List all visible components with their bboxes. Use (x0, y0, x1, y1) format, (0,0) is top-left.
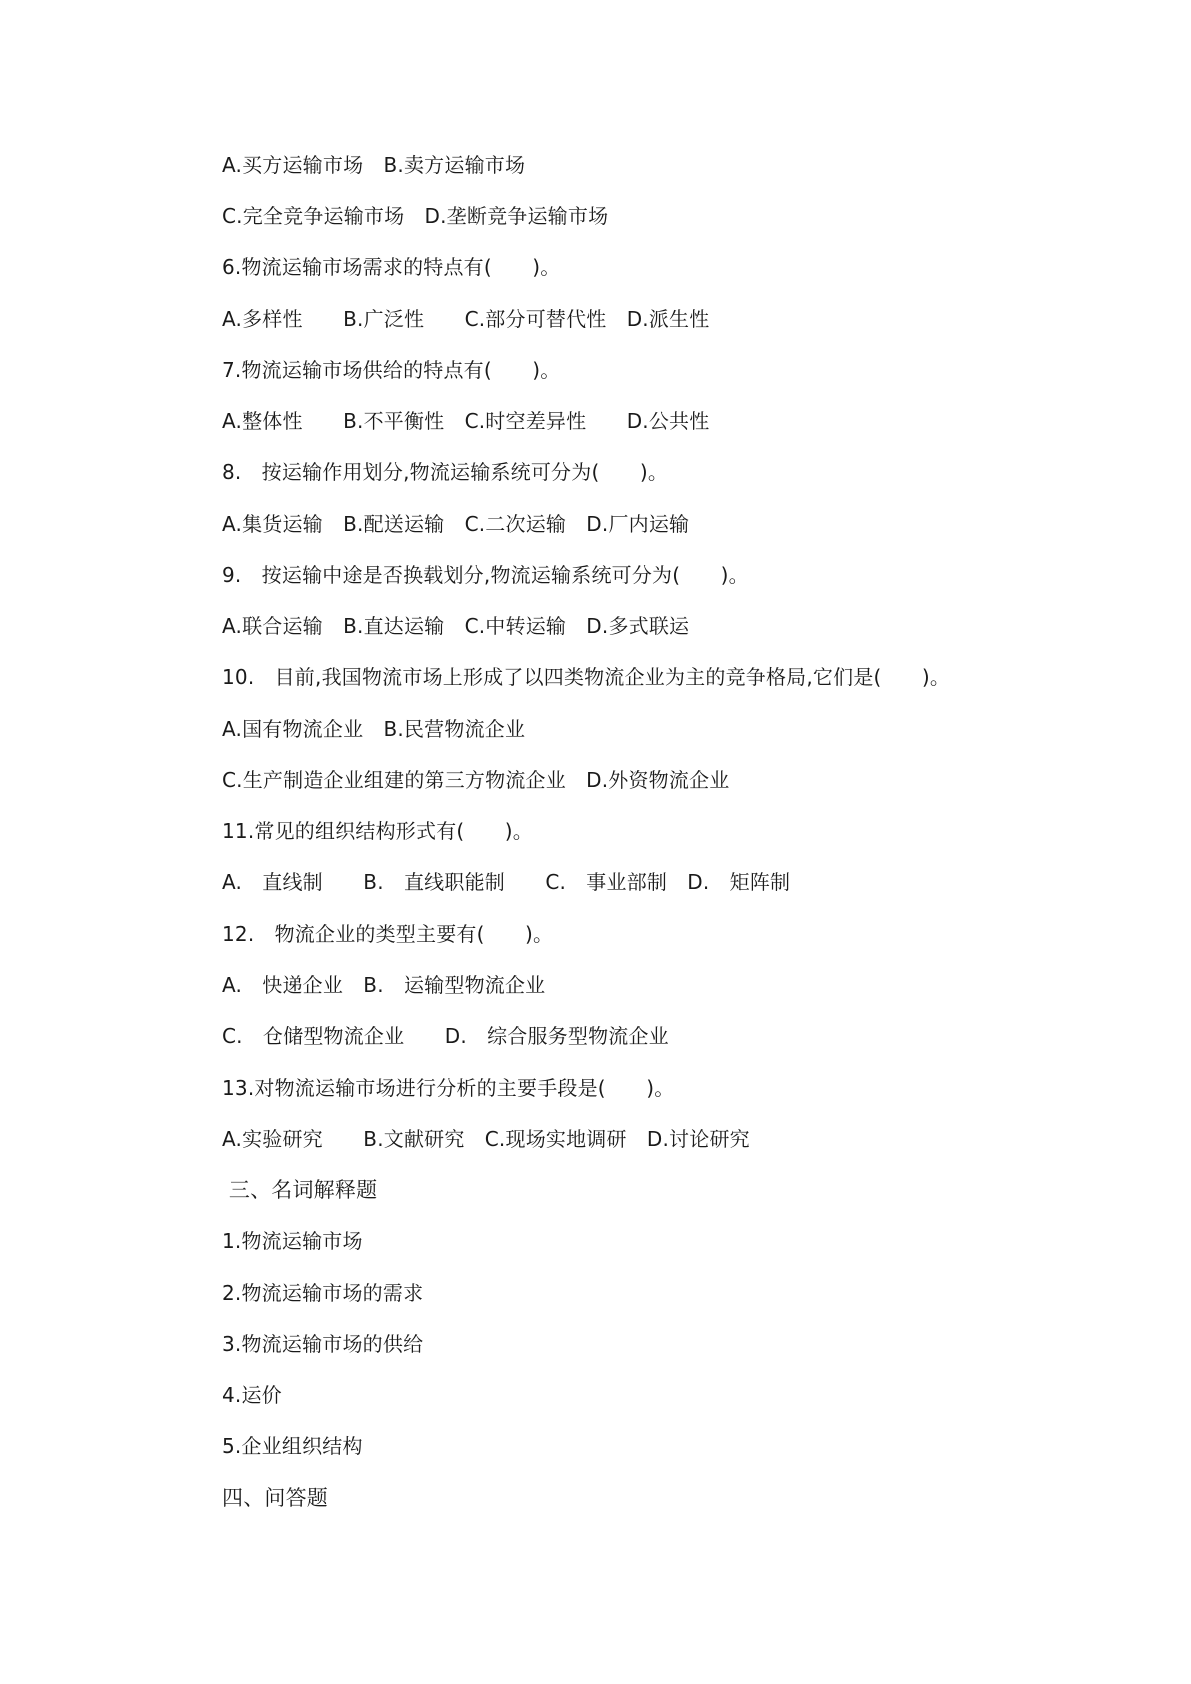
section-heading-4: 四、问答题 (222, 1486, 328, 1510)
options-12a: A. 快递企业 B. 运输型物流企业 (222, 973, 546, 997)
question-10: 10. 目前,我国物流市场上形成了以四类物流企业为主的竞争格局,它们是( )。 (222, 665, 951, 689)
question-11: 11.常见的组织结构形式有( )。 (222, 819, 534, 843)
options-11: A. 直线制 B. 直线职能制 C. 事业部制 D. 矩阵制 (222, 870, 791, 894)
question-8: 8. 按运输作用划分,物流运输系统可分为( )。 (222, 460, 669, 484)
term-5: 5.企业组织结构 (222, 1434, 363, 1458)
term-2: 2.物流运输市场的需求 (222, 1281, 424, 1305)
term-1: 1.物流运输市场 (222, 1229, 363, 1253)
question-9: 9. 按运输中途是否换载划分,物流运输系统可分为( )。 (222, 563, 749, 587)
question-12: 12. 物流企业的类型主要有( )。 (222, 922, 554, 946)
question-13: 13.对物流运输市场进行分析的主要手段是( )。 (222, 1076, 675, 1100)
section-heading-3: 三、名词解释题 (222, 1178, 378, 1202)
options-line-5b: C.完全竞争运输市场 D.垄断竞争运输市场 (222, 204, 609, 228)
options-8: A.集货运输 B.配送运输 C.二次运输 D.厂内运输 (222, 512, 690, 536)
options-6: A.多样性 B.广泛性 C.部分可替代性 D.派生性 (222, 307, 710, 331)
question-7: 7.物流运输市场供给的特点有( )。 (222, 358, 561, 382)
options-10a: A.国有物流企业 B.民营物流企业 (222, 717, 526, 741)
options-10b: C.生产制造企业组建的第三方物流企业 D.外资物流企业 (222, 768, 730, 792)
options-13: A.实验研究 B.文献研究 C.现场实地调研 D.讨论研究 (222, 1127, 750, 1151)
options-line-5: A.买方运输市场 B.卖方运输市场 (222, 153, 526, 177)
options-9: A.联合运输 B.直达运输 C.中转运输 D.多式联运 (222, 614, 690, 638)
options-7: A.整体性 B.不平衡性 C.时空差异性 D.公共性 (222, 409, 710, 433)
question-6: 6.物流运输市场需求的特点有( )。 (222, 255, 561, 279)
term-4: 4.运价 (222, 1383, 282, 1407)
term-3: 3.物流运输市场的供给 (222, 1332, 424, 1356)
options-12b: C. 仓储型物流企业 D. 综合服务型物流企业 (222, 1024, 669, 1048)
